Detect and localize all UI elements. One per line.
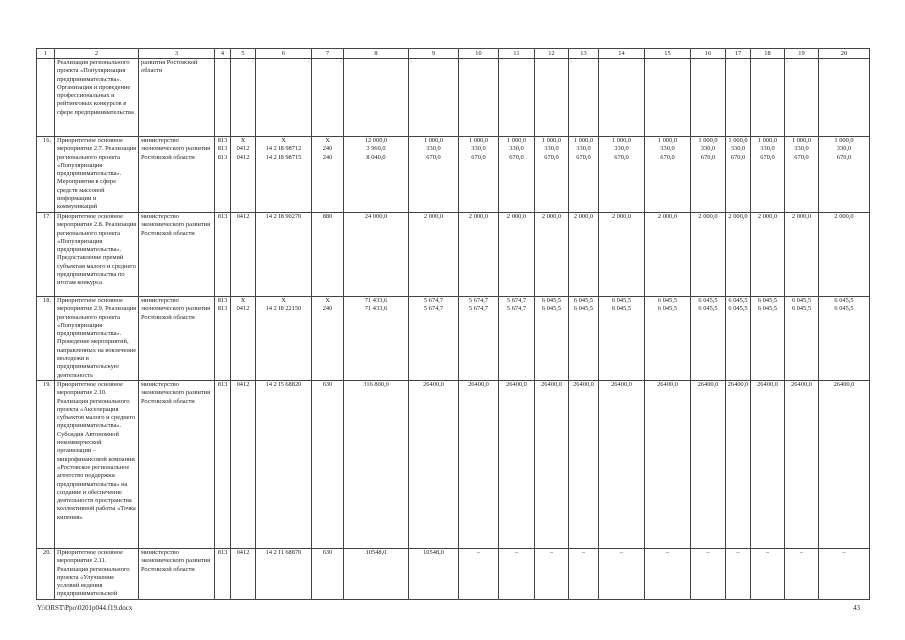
value-cell — [535, 549, 569, 600]
cell-value: 0412 — [236, 213, 250, 220]
cell-value: Х — [325, 297, 330, 304]
value-cell — [459, 137, 499, 213]
value-cell — [691, 549, 726, 600]
column-number-header: 15 — [645, 49, 691, 59]
cell-value: 1 000,0 — [423, 137, 444, 144]
column-number-header: 8 — [344, 49, 409, 59]
cell-value: 6 045,5 — [757, 297, 778, 304]
value-cell — [231, 59, 256, 137]
value-cell — [535, 213, 569, 297]
measure-name: Реализация регионального проекта «Популяризация предпринимательства». Организация и проведение профессиональных и рейтинговых конкурсов в сфере предпринимательства — [55, 59, 139, 137]
cell-value: 330,0 — [660, 145, 675, 153]
cell-value: 1 000,0 — [541, 137, 562, 144]
value-cell — [215, 213, 231, 297]
value-cell — [409, 59, 459, 137]
cell-value: 0412 — [236, 549, 250, 556]
cell-value: 330,0 — [471, 145, 486, 153]
value-cell — [215, 549, 231, 600]
measure-name: Приоритетное основное мероприятие 2.9. Реализация регионального проекта «Популяризация предпринимательства». Проведение мероприятий, направленных на вовлечение молодежи в предпринимательскую деятельность — [55, 297, 139, 381]
value-cell — [215, 59, 231, 137]
row-number: 20. — [37, 549, 55, 600]
cell-value: 2 000,0 — [657, 213, 678, 220]
column-number-header: 1 — [37, 49, 55, 59]
value-cell — [459, 59, 499, 137]
cell-value: – — [799, 549, 804, 556]
value-cell — [819, 549, 870, 600]
value-cell — [726, 297, 751, 381]
cell-value: 670,0 — [660, 153, 675, 161]
cell-value: 10548,0 — [423, 549, 444, 556]
value-cell — [231, 137, 256, 213]
value-cell — [256, 213, 312, 297]
value-cell — [256, 381, 312, 549]
cell-value: 8 040,0 — [366, 153, 386, 161]
responsible-executor: развития Ростовской области — [139, 59, 215, 137]
cell-value: – — [514, 549, 519, 556]
cell-value: 6 045,5 — [611, 305, 632, 313]
measure-name: Приоритетное основное мероприятие 2.7. Реализация регионального проекта «Популяризация предпринимательства». Мероприятия в сфере средств массовой информации и коммуникаций — [55, 137, 139, 213]
cell-value: 2 000,0 — [834, 213, 854, 220]
value-cell — [569, 213, 599, 297]
value-cell — [459, 297, 499, 381]
cell-value: 316 800,0 — [363, 381, 389, 388]
cell-value: 6 045,5 — [657, 305, 678, 313]
column-number-header: 17 — [726, 49, 751, 59]
value-cell — [751, 381, 785, 549]
value-cell — [409, 549, 459, 600]
value-cell — [599, 137, 645, 213]
cell-value: 330,0 — [730, 145, 746, 153]
cell-value: 14 2 I1 68870 — [265, 549, 302, 556]
cell-value: 26400,0 — [573, 381, 594, 388]
value-cell — [231, 381, 256, 549]
value-cell — [599, 297, 645, 381]
value-cell — [819, 381, 870, 549]
cell-value: 670,0 — [700, 153, 716, 161]
cell-value: 6 045,5 — [698, 297, 718, 304]
cell-value: 6 045,5 — [834, 297, 854, 304]
value-cell — [312, 137, 344, 213]
cell-value: – — [619, 549, 624, 556]
value-cell — [726, 381, 751, 549]
value-cell — [819, 213, 870, 297]
cell-value: 26400,0 — [506, 381, 527, 388]
column-number-header: 6 — [256, 49, 312, 59]
cell-value: 670,0 — [794, 153, 809, 161]
cell-value: 670,0 — [544, 153, 559, 161]
column-number-header: 14 — [599, 49, 645, 59]
value-cell — [344, 381, 409, 549]
cell-value: 2 000,0 — [506, 213, 527, 220]
cell-value: 670,0 — [426, 153, 441, 161]
value-cell — [215, 381, 231, 549]
cell-value: 14 2 I5 68820 — [265, 381, 302, 388]
value-cell — [215, 137, 231, 213]
cell-value: Х — [240, 297, 246, 304]
cell-value: 26400,0 — [727, 381, 749, 388]
cell-value: 5 674,7 — [506, 305, 527, 313]
value-cell — [499, 213, 535, 297]
cell-value: – — [581, 549, 586, 556]
cell-value: 14 2 I8 98712 — [265, 145, 302, 153]
value-cell — [569, 59, 599, 137]
column-number-header: 13 — [569, 49, 599, 59]
cell-value: 1 000,0 — [834, 137, 854, 144]
cell-value: 330,0 — [700, 145, 716, 153]
cell-value: 330,0 — [576, 145, 591, 153]
column-number-header: 18 — [751, 49, 785, 59]
column-number-header: 20 — [819, 49, 870, 59]
value-cell — [751, 59, 785, 137]
cell-value: 330,0 — [794, 145, 809, 153]
table-row — [37, 59, 870, 137]
cell-value: 14 2 I8 22150 — [265, 305, 302, 313]
table-row — [37, 381, 870, 549]
cell-value: 813 — [217, 145, 228, 153]
value-cell — [691, 213, 726, 297]
cell-value: 0412 — [236, 381, 250, 388]
cell-value: 26400,0 — [541, 381, 562, 388]
value-cell — [535, 381, 569, 549]
cell-value: 12 000,0 — [364, 137, 388, 144]
cell-value: 24 000,0 — [364, 213, 388, 220]
value-cell — [785, 549, 819, 600]
cell-value: 6 045,5 — [791, 305, 812, 313]
row-number — [37, 59, 55, 137]
cell-value: 2 000,0 — [698, 213, 718, 220]
cell-value: 26400,0 — [611, 381, 632, 388]
cell-value: 5 674,7 — [423, 305, 444, 313]
cell-value: 6 045,5 — [573, 305, 594, 313]
cell-value: 813 — [217, 213, 228, 220]
cell-value: 2 000,0 — [728, 213, 748, 220]
column-number-header: 3 — [139, 49, 215, 59]
table-row — [37, 549, 870, 600]
cell-value: 1 000,0 — [728, 137, 748, 144]
value-cell — [645, 59, 691, 137]
column-number-header: 9 — [409, 49, 459, 59]
cell-value: 10548,0 — [365, 549, 387, 556]
value-cell — [645, 381, 691, 549]
cell-value: 330,0 — [544, 145, 559, 153]
cell-value: 0412 — [236, 153, 250, 161]
cell-value: 670,0 — [760, 153, 775, 161]
value-cell — [599, 549, 645, 600]
row-number: 19. — [37, 381, 55, 549]
cell-value: 2 000,0 — [541, 213, 562, 220]
cell-value: 6 045,5 — [611, 297, 632, 304]
value-cell — [726, 549, 751, 600]
value-cell — [691, 381, 726, 549]
value-cell — [691, 59, 726, 137]
value-cell — [499, 59, 535, 137]
budget-table — [36, 48, 870, 600]
column-number-header: 16 — [691, 49, 726, 59]
responsible-executor: министерство экономического развития Ростовской области — [139, 137, 215, 213]
value-cell — [409, 213, 459, 297]
cell-value: 26400,0 — [791, 381, 812, 388]
cell-value: 6 045,5 — [834, 305, 854, 313]
cell-value: 330,0 — [836, 145, 852, 153]
value-cell — [231, 549, 256, 600]
column-number-header: 12 — [535, 49, 569, 59]
value-cell — [312, 213, 344, 297]
cell-value: 6 045,5 — [541, 297, 562, 304]
value-cell — [819, 137, 870, 213]
cell-value: 2 000,0 — [573, 213, 594, 220]
value-cell — [645, 549, 691, 600]
value-cell — [256, 297, 312, 381]
value-cell — [569, 381, 599, 549]
row-number: 18. — [37, 297, 55, 381]
value-cell — [691, 137, 726, 213]
cell-value: 330,0 — [760, 145, 775, 153]
value-cell — [726, 137, 751, 213]
cell-value: 0412 — [236, 305, 250, 313]
value-cell — [599, 213, 645, 297]
value-cell — [785, 137, 819, 213]
value-cell — [459, 549, 499, 600]
value-cell — [645, 213, 691, 297]
cell-value: 1 000,0 — [657, 137, 678, 144]
cell-value: 2 000,0 — [468, 213, 489, 220]
value-cell — [785, 297, 819, 381]
value-cell — [535, 137, 569, 213]
cell-value: 1 000,0 — [698, 137, 718, 144]
value-cell — [726, 59, 751, 137]
cell-value: 670,0 — [836, 153, 852, 161]
value-cell — [459, 213, 499, 297]
responsible-executor: министерство экономического развития Ростовской области — [139, 213, 215, 297]
responsible-executor: министерство экономического развития Ростовской области — [139, 549, 215, 600]
cell-value: 240 — [322, 153, 333, 161]
value-cell — [409, 381, 459, 549]
cell-value: 26400,0 — [697, 381, 719, 388]
value-cell — [751, 549, 785, 600]
column-number-header: 11 — [499, 49, 535, 59]
value-cell — [785, 213, 819, 297]
cell-value: – — [549, 549, 554, 556]
value-cell — [499, 297, 535, 381]
cell-value: 1 000,0 — [791, 137, 812, 144]
cell-value: 630 — [322, 381, 333, 388]
cell-value: 71 433,6 — [364, 305, 388, 313]
cell-value: Х — [325, 137, 330, 144]
value-cell — [691, 297, 726, 381]
cell-value: 2 000,0 — [423, 213, 444, 220]
column-number-header: 19 — [785, 49, 819, 59]
value-cell — [459, 381, 499, 549]
cell-value: 2 000,0 — [791, 213, 812, 220]
cell-value: 813 — [217, 137, 228, 144]
value-cell — [499, 137, 535, 213]
cell-value: 26400,0 — [757, 381, 778, 388]
cell-value: 670,0 — [471, 153, 486, 161]
cell-value: 6 045,5 — [698, 305, 718, 313]
cell-value: 813 — [217, 381, 228, 388]
value-cell — [499, 381, 535, 549]
cell-value: 5 674,7 — [468, 297, 489, 304]
cell-value: 813 — [217, 153, 228, 161]
measure-name: Приоритетное основное мероприятие 2.11. Реализация регионального проекта «Улучшение условий ведения предпринимательской — [55, 549, 139, 600]
column-number-header: 4 — [215, 49, 231, 59]
cell-value: 2 000,0 — [611, 213, 632, 220]
cell-value: 6 045,5 — [657, 297, 678, 304]
value-cell — [344, 137, 409, 213]
cell-value: – — [736, 549, 740, 556]
cell-value: 0412 — [236, 145, 250, 153]
cell-value: 670,0 — [509, 153, 524, 161]
cell-value: 1 000,0 — [611, 137, 632, 144]
cell-value: 670,0 — [576, 153, 591, 161]
value-cell — [215, 297, 231, 381]
cell-value: 26400,0 — [468, 381, 489, 388]
value-cell — [535, 297, 569, 381]
value-cell — [569, 549, 599, 600]
column-number-header: 5 — [231, 49, 256, 59]
cell-value: 813 — [217, 549, 228, 556]
cell-value: 813 — [217, 305, 228, 313]
cell-value: 14 2 I8 90270 — [265, 213, 302, 220]
cell-value: 6 045,5 — [541, 305, 562, 313]
column-number-header: 2 — [55, 49, 139, 59]
value-cell — [819, 59, 870, 137]
cell-value: – — [706, 549, 710, 556]
table-row — [37, 137, 870, 213]
cell-value: 240 — [322, 305, 333, 313]
cell-value: 670,0 — [614, 153, 629, 161]
cell-value: 5 674,7 — [423, 297, 444, 304]
value-cell — [599, 381, 645, 549]
cell-value: 26400,0 — [833, 381, 855, 388]
value-cell — [535, 59, 569, 137]
cell-value: 6 045,5 — [728, 297, 748, 304]
cell-value: 813 — [217, 297, 228, 304]
cell-value: – — [665, 549, 670, 556]
column-number-header: 10 — [459, 49, 499, 59]
cell-value: 880 — [322, 213, 333, 220]
value-cell — [256, 59, 312, 137]
cell-value: 2 000,0 — [757, 213, 778, 220]
cell-value: 5 674,7 — [468, 305, 489, 313]
cell-value: 670,0 — [730, 153, 746, 161]
value-cell — [231, 297, 256, 381]
cell-value: – — [842, 549, 846, 556]
cell-value: 26400,0 — [423, 381, 444, 388]
value-cell — [751, 213, 785, 297]
value-cell — [726, 213, 751, 297]
value-cell — [256, 137, 312, 213]
cell-value: Х — [281, 137, 286, 144]
cell-value: 6 045,5 — [573, 297, 594, 304]
value-cell — [256, 549, 312, 600]
cell-value: 330,0 — [509, 145, 524, 153]
responsible-executor: министерство экономического развития Ростовской области — [139, 381, 215, 549]
cell-value: 6 045,5 — [757, 305, 778, 313]
value-cell — [344, 213, 409, 297]
value-cell — [312, 297, 344, 381]
cell-value: – — [765, 549, 770, 556]
value-cell — [312, 59, 344, 137]
value-cell — [751, 297, 785, 381]
cell-value: 71 433,6 — [364, 297, 388, 304]
cell-value: 1 000,0 — [573, 137, 594, 144]
cell-value: 3 960,0 — [366, 145, 386, 153]
value-cell — [599, 59, 645, 137]
cell-value: 6 045,5 — [728, 305, 748, 313]
cell-value: Х — [240, 137, 246, 144]
cell-value: 330,0 — [614, 145, 629, 153]
cell-value: – — [476, 549, 481, 556]
measure-name: Приоритетное основное мероприятие 2.10. Реализация регионального проекта «Акселерация субъектов малого и среднего предпринимательства». Субсидия Автономной некоммерческой организации – микрофинансовой компании «Ростовское региональное агентство поддержки предпринимательства» на создание и обеспечение деятельности пространства коллективной работы «Точка кипения» — [55, 381, 139, 549]
value-cell — [499, 549, 535, 600]
value-cell — [569, 297, 599, 381]
cell-value: 5 674,7 — [506, 297, 527, 304]
row-number: 16. — [37, 137, 55, 213]
cell-value: 6 045,5 — [791, 297, 812, 304]
value-cell — [312, 549, 344, 600]
cell-value: 330,0 — [426, 145, 441, 153]
value-cell — [645, 137, 691, 213]
table-row — [37, 297, 870, 381]
cell-value: 26400,0 — [657, 381, 678, 388]
cell-value: 1 000,0 — [757, 137, 778, 144]
cell-value: 1 000,0 — [506, 137, 527, 144]
cell-value: Х — [281, 297, 286, 304]
value-cell — [231, 213, 256, 297]
value-cell — [409, 297, 459, 381]
value-cell — [785, 381, 819, 549]
value-cell — [751, 137, 785, 213]
value-cell — [409, 137, 459, 213]
measure-name: Приоритетное основное мероприятие 2.8. Реализация регионального проекта «Популяризация предпринимательства». Предоставление премий субъектам малого и среднего предпринимательства по итогам конкурса — [55, 213, 139, 297]
footer-file-path: Y:\ORST\Ppo\0201p044.f19.docx — [37, 604, 133, 612]
value-cell — [569, 137, 599, 213]
page-number: 43 — [853, 604, 860, 612]
value-cell — [785, 59, 819, 137]
value-cell — [645, 297, 691, 381]
value-cell — [312, 381, 344, 549]
cell-value: 14 2 I8 98715 — [265, 153, 302, 161]
row-number: 17. — [37, 213, 55, 297]
responsible-executor: министерство экономического развития Ростовской области — [139, 297, 215, 381]
value-cell — [819, 297, 870, 381]
table-row — [37, 213, 870, 297]
column-number-header: 7 — [312, 49, 344, 59]
value-cell — [344, 549, 409, 600]
value-cell — [344, 297, 409, 381]
cell-value: 240 — [322, 145, 333, 153]
value-cell — [344, 59, 409, 137]
cell-value: 1 000,0 — [468, 137, 489, 144]
cell-value: 630 — [322, 549, 333, 556]
table-header-row — [37, 49, 870, 59]
